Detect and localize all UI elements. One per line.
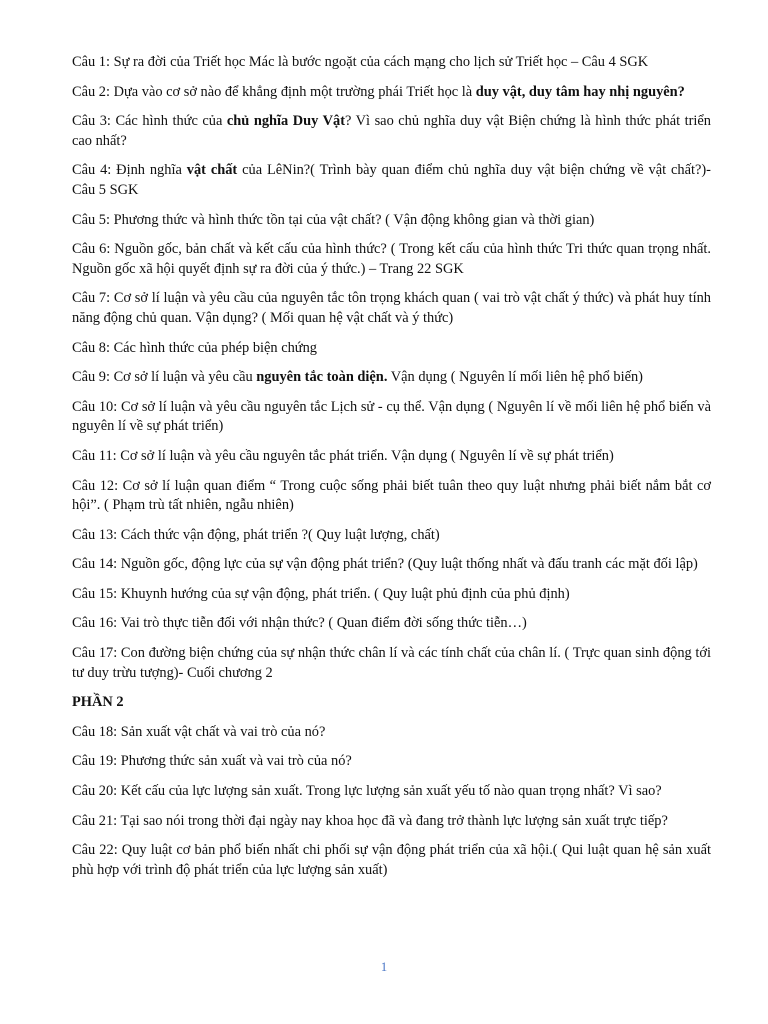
question-cau-4	[72, 161, 711, 200]
question-cau-9	[72, 368, 711, 388]
question-text: Câu 2: Dựa vào cơ sở nào để khẳng định một trường phái Triết học là	[72, 83, 476, 100]
question-cau-22	[72, 841, 711, 880]
question-text: Câu 17: Con đường biện chứng của sự nhận thức chân lí và các tính chất của chân lí. ( Trực quan sinh động tới tư duy trừu tượng)- Cuối chương 2	[72, 645, 711, 681]
document-page	[72, 53, 711, 890]
question-text: Vận dụng ( Nguyên lí mối liên hệ phổ biến)	[387, 369, 643, 386]
question-cau-7	[72, 289, 711, 328]
question-bold-text: nguyên tắc toàn diện.	[256, 369, 388, 386]
question-cau-12	[72, 477, 711, 516]
question-text: Câu 22: Quy luật cơ bản phổ biến nhất chi phối sự vận động phát triển của xã hội.( Qui luật quan hệ sản xuất phù hợp với trình độ phát triển của lực lượng sản xuất)	[72, 842, 711, 878]
question-cau-5	[72, 211, 711, 231]
question-cau-11	[72, 447, 711, 467]
question-text: Câu 16: Vai trò thực tiễn đối với nhận thức? ( Quan điểm đời sống thức tiễn…)	[72, 615, 527, 632]
question-text: Câu 4: Định nghĩa	[72, 162, 187, 179]
question-text: Câu 20: Kết cấu của lực lượng sản xuất. Trong lực lượng sản xuất yếu tố nào quan trọng nhất? Vì sao?	[72, 783, 662, 800]
question-cau-13	[72, 526, 711, 546]
question-text: Câu 12: Cơ sở lí luận quan điểm “ Trong cuộc sống phải biết tuân theo quy luật nhưng phải biết nắm bắt cơ hội”. ( Phạm trù tất nhiên, ngẫu nhiên)	[72, 477, 711, 514]
question-text: Câu 10: Cơ sở lí luận và yêu cầu nguyên tắc Lịch sử - cụ thể. Vận dụng ( Nguyên lí về mối liên hệ phổ biến và nguyên lí về sự phát triển)	[72, 398, 711, 435]
question-list-part-2	[72, 723, 711, 881]
question-text: Câu 9: Cơ sở lí luận và yêu cầu	[72, 369, 257, 386]
question-cau-20	[72, 782, 711, 802]
page-number: 1	[380, 960, 388, 974]
question-cau-6	[72, 240, 711, 279]
question-text: Câu 1: Sự ra đời của Triết học Mác là bước ngoặt của cách mạng cho lịch sử Triết học – Câu 4 SGK	[72, 54, 649, 70]
question-text: Câu 8: Các hình thức của phép biện chứng	[72, 339, 317, 356]
section-title: PHẦN 2	[72, 694, 124, 711]
question-text: Câu 14: Nguồn gốc, động lực của sự vận động phát triển? (Quy luật thống nhất và đấu tranh các mặt đối lập)	[72, 556, 698, 573]
question-cau-2	[72, 83, 711, 103]
question-cau-10	[72, 398, 711, 437]
question-text: Câu 5: Phương thức và hình thức tồn tại của vật chất? ( Vận động không gian và thời gian)	[72, 211, 595, 228]
question-cau-3	[72, 112, 711, 151]
question-bold-text: vật chất	[186, 162, 238, 179]
question-bold-text: chủ nghĩa Duy Vật	[226, 113, 345, 130]
question-text: Câu 15: Khuynh hướng của sự vận động, phát triển. ( Quy luật phủ định của phủ định)	[72, 585, 570, 602]
question-cau-18	[72, 723, 711, 743]
question-text: Câu 3: Các hình thức của	[72, 113, 227, 130]
question-cau-1	[72, 53, 711, 73]
question-text: Câu 7: Cơ sở lí luận và yêu cầu của nguyên tắc tôn trọng khách quan ( vai trò vật chất ý thức) và phát huy tính năng động chủ quan. Vận dụng? ( Mối quan hệ vật chất và ý thức)	[72, 290, 711, 326]
question-bold-text: duy vật, duy tâm hay nhị nguyên?	[475, 83, 685, 100]
question-cau-19	[72, 752, 711, 772]
question-cau-21	[72, 812, 711, 832]
question-text: Câu 18: Sản xuất vật chất và vai trò của nó?	[72, 723, 326, 740]
question-text: Câu 21: Tại sao nói trong thời đại ngày nay khoa học đã và đang trở thành lực lượng sản xuất trực tiếp?	[72, 812, 668, 829]
question-text: ? Vì sao chủ nghĩa duy vật Biện chứng là hình thức phát triển cao nhất?	[72, 113, 711, 149]
question-cau-16	[72, 614, 711, 634]
question-cau-15	[72, 585, 711, 605]
question-list-part-1	[72, 53, 711, 683]
question-cau-14	[72, 555, 711, 575]
question-text: Câu 11: Cơ sở lí luận và yêu cầu nguyên tắc phát triển. Vận dụng ( Nguyên lí về sự phát triển)	[72, 447, 614, 464]
question-cau-8	[72, 339, 711, 359]
question-cau-17	[72, 644, 711, 683]
question-text: Câu 6: Nguồn gốc, bản chất và kết cấu của hình thức? ( Trong kết cấu của hình thức Tri thức quan trọng nhất. Nguồn gốc xã hội quyết định sự ra đời của ý thức.) – Trang 22 SGK	[72, 241, 711, 277]
question-text: Câu 19: Phương thức sản xuất và vai trò của nó?	[72, 753, 352, 770]
question-text: của LêNin?( Trình bày quan điểm chủ nghĩa duy vật biện chứng về vật chất?)- Câu 5 SGK	[72, 162, 711, 198]
question-text: Câu 13: Cách thức vận động, phát triển ?( Quy luật lượng, chất)	[72, 526, 440, 543]
